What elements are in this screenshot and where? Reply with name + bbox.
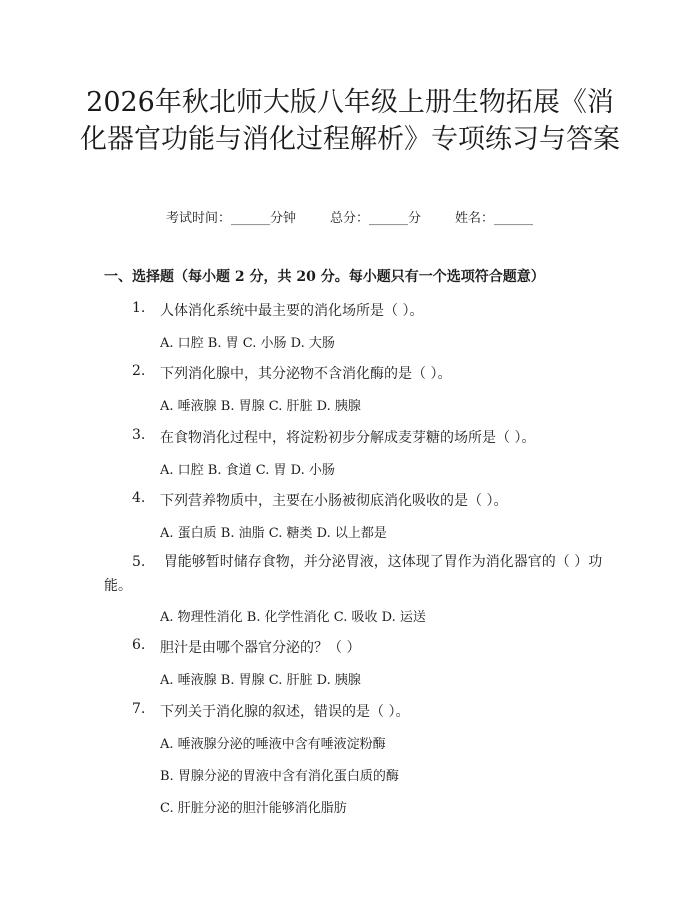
- total-score: 总分：______分: [330, 211, 422, 226]
- question-text: 人体消化系统中最主要的消化场所是（ ）。: [160, 303, 424, 319]
- question-text: 下列关于消化腺的叙述，错误的是（ ）。: [160, 704, 410, 720]
- question-number: 5.: [132, 554, 146, 570]
- question-7-option-c: C. 肝脏分泌的胆汁能够消化脂肪: [160, 801, 347, 816]
- section-title: 一、选择题（每小题 2 分，共 20 分。每小题只有一个选项符合题意）: [104, 269, 545, 285]
- question-number: 7.: [132, 701, 146, 717]
- question-number: 3.: [132, 427, 146, 443]
- question-6-options: A. 唾液腺 B. 胃腺 C. 肝脏 D. 胰腺: [160, 673, 361, 688]
- question-5: [104, 550, 624, 598]
- question-7-option-a: A. 唾液腺分泌的唾液中含有唾液淀粉酶: [160, 737, 386, 752]
- question-text: 胆汁是由哪个器官分泌的？（ ）: [160, 640, 361, 656]
- student-name: 姓名：______: [455, 211, 534, 226]
- question-4-options: A. 蛋白质 B. 油脂 C. 糖类 D. 以上都是: [160, 526, 387, 541]
- page-title: 2026年秋北师大版八年级上册生物拓展《消化器官功能与消化过程解析》专项练习与答案: [80, 87, 620, 155]
- question-text: 胃能够暂时储存食物，并分泌胃液，这体现了胃作为消化器官的（ ）功能。: [104, 554, 603, 594]
- question-number: 2.: [132, 363, 146, 379]
- question-2-options: A. 唾液腺 B. 胃腺 C. 肝脏 D. 胰腺: [160, 399, 361, 414]
- question-number: 1.: [132, 300, 146, 316]
- question-3-options: A. 口腔 B. 食道 C. 胃 D. 小肠: [160, 463, 335, 478]
- question-number: 6.: [132, 637, 146, 653]
- question-number: 4.: [132, 490, 146, 506]
- exam-meta: [0, 203, 700, 227]
- question-1-options: A. 口腔 B. 胃 C. 小肠 D. 大肠: [160, 336, 335, 351]
- question-text: 下列消化腺中，其分泌物不含消化酶的是（ ）。: [160, 366, 452, 382]
- exam-time: 考试时间：______分钟: [166, 211, 297, 226]
- question-7-option-b: B. 胃腺分泌的胃液中含有消化蛋白质的酶: [160, 769, 399, 784]
- question-text: 在食物消化过程中，将淀粉初步分解成麦芽糖的场所是（ ）。: [160, 430, 536, 446]
- question-5-options: A. 物理性消化 B. 化学性消化 C. 吸收 D. 运送: [160, 610, 426, 625]
- question-text: 下列营养物质中，主要在小肠被彻底消化吸收的是（ ）。: [160, 493, 508, 509]
